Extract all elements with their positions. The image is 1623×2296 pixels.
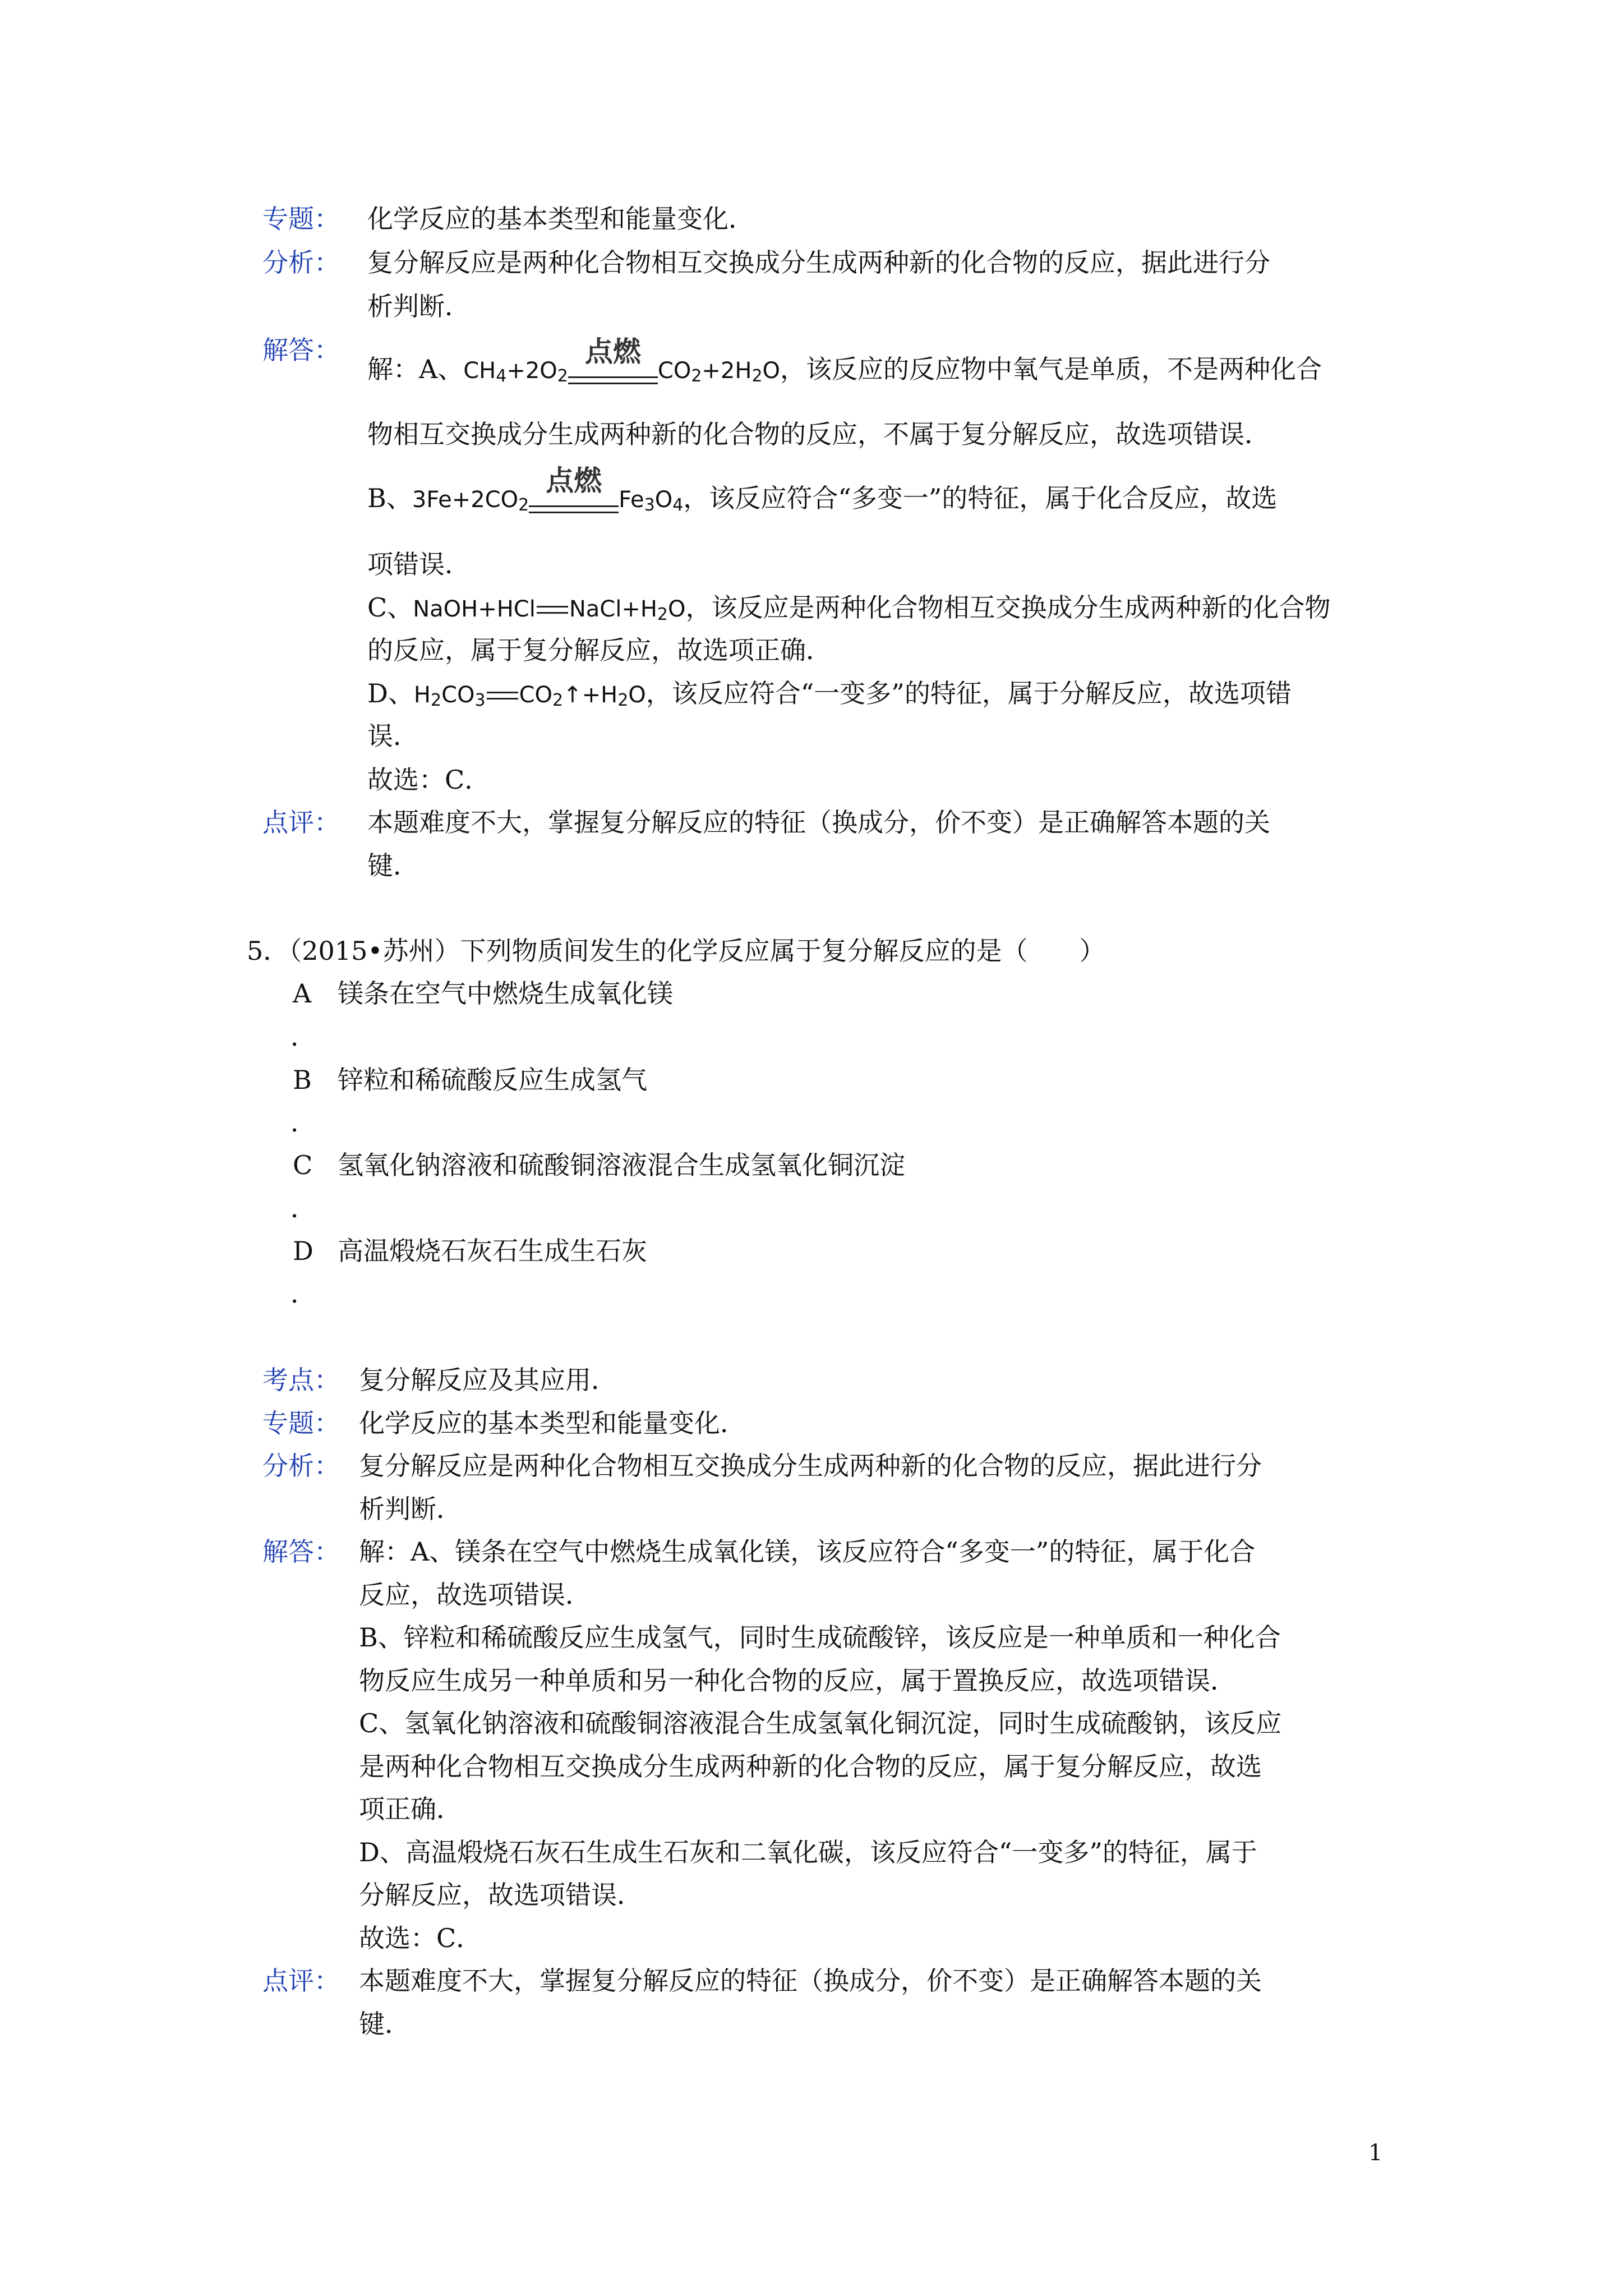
q4-answer-b-line-1: [367, 464, 1278, 527]
q4-answer-b-line-2: 项错误．: [367, 549, 471, 579]
q5-point-label: 考点：: [262, 1365, 340, 1395]
q4-analysis-line-1: 复分解反应是两种化合物相互交换成分生成两种新的化合物的反应，据此进行分: [367, 247, 1270, 278]
q5-analysis-line-2: 析判断．: [359, 1494, 462, 1524]
q4-a-condition: 点燃: [584, 335, 641, 368]
q5-answer-b-line-1: B、锌粒和稀硫酸反应生成氢气，同时生成硫酸锌，该反应是一种单质和一种化合: [359, 1622, 1281, 1653]
equals-sign-icon: [487, 692, 518, 700]
q4-b-prefix: B、: [367, 483, 412, 513]
q4-c-explanation: ，该反应是两种化合物相互交换成分生成两种新的化合物: [685, 592, 1331, 623]
q4-b-products: $Fe_3O_4$: [619, 487, 684, 515]
q5-review-line-1: 本题难度不大，掌握复分解反应的特征（换成分，价不变）是正确解答本题的关: [359, 1966, 1262, 1996]
q4-d-equation-left: $H_2CO_3$: [413, 682, 486, 710]
q4-d-equation-right: $CO_2↑+H_2O$: [519, 682, 646, 710]
q4-b-reactants: $3Fe+2CO_2$: [412, 487, 529, 515]
q4-answer-c-line-2: 的反应，属于复分解反应，故选项正确．: [367, 635, 832, 665]
q4-c-prefix: C、: [367, 592, 413, 623]
q5-answer-c-line-3: 项正确．: [359, 1794, 462, 1824]
q5-review-line-2: 键．: [359, 2009, 411, 2039]
q4-answer-a-line-1: [367, 335, 1322, 398]
page-number: 1: [1368, 2140, 1383, 2166]
q4-a-prefix: 解：A、: [367, 354, 464, 384]
q4-review-line-2: 键．: [367, 850, 419, 881]
q5-option-a-text: 镁条在空气中燃烧生成氧化镁: [338, 978, 673, 1009]
q4-d-explanation: ，该反应符合“一变多”的特征，属于分解反应，故选项错: [645, 678, 1292, 708]
q5-review-label: 点评：: [262, 1966, 340, 1996]
q5-answer-label: 解答：: [262, 1536, 340, 1567]
q5-analysis-label: 分析：: [262, 1451, 340, 1481]
q4-review-line-1: 本题难度不大，掌握复分解反应的特征（换成分，价不变）是正确解答本题的关: [367, 807, 1270, 838]
q5-option-a-dot: ．: [291, 1022, 316, 1052]
q5-option-a-letter: A: [293, 978, 312, 1009]
q4-c-equation-right: $NaCl+H_2O$: [569, 596, 686, 624]
equals-sign-icon: [568, 376, 658, 384]
q4-answer-d-line-1: [367, 672, 1292, 722]
q5-answer-a-line-2: 反应，故选项错误．: [359, 1580, 591, 1610]
q5-answer-b-line-2: 物反应生成另一种单质和另一种化合物的反应，属于置换反应，故选项错误．: [359, 1665, 1236, 1696]
q4-d-prefix: D、: [367, 678, 414, 708]
q5-topic-text: 化学反应的基本类型和能量变化．: [359, 1408, 746, 1438]
q5-answer-a-line-1: 解：A、镁条在空气中燃烧生成氧化镁，该反应符合“多变一”的特征，属于化合: [359, 1536, 1256, 1567]
q4-a-explanation: ，该反应的反应物中氧气是单质，不是两种化合: [780, 354, 1322, 384]
q5-analysis-line-1: 复分解反应是两种化合物相互交换成分生成两种新的化合物的反应，据此进行分: [359, 1451, 1262, 1481]
q4-b-explanation: ，该反应符合“多变一”的特征，属于化合反应，故选: [683, 483, 1278, 513]
q4-b-condition: 点燃: [546, 464, 602, 497]
q4-a-reaction-arrow: [568, 335, 658, 398]
q5-stem: 5．（2015•苏州）下列物质间发生的化学反应属于复分解反应的是（ ）: [247, 936, 1105, 966]
q5-choice: 故选：C．: [359, 1923, 482, 1953]
q4-a-products: $CO_2+2H_2O$: [657, 358, 781, 386]
q5-option-d-text: 高温煅烧石灰石生成生石灰: [338, 1236, 647, 1266]
q4-choice: 故选：C．: [367, 765, 491, 795]
equals-sign-icon: [529, 505, 619, 513]
q4-a-reactants: $CH_4+2O_2$: [463, 358, 568, 386]
q4-answer-label: 解答：: [262, 335, 340, 365]
q4-topic-text: 化学反应的基本类型和能量变化．: [367, 204, 754, 234]
q4-analysis-line-2: 析判断．: [367, 291, 471, 321]
q4-b-reaction-arrow: [529, 464, 619, 527]
q4-answer-d-line-2: 误．: [367, 721, 419, 751]
q4-topic-label: 专题：: [262, 204, 340, 234]
q4-analysis-label: 分析：: [262, 247, 340, 278]
q4-answer-a-line-2: 物相互交换成分生成两种新的化合物的反应，不属于复分解反应，故选项错误．: [367, 419, 1270, 449]
q4-c-equation-left: NaOH+HCl: [413, 596, 536, 622]
q5-answer-d-line-1: D、高温煅烧石灰石生成生石灰和二氧化碳，该反应符合“一变多”的特征，属于: [359, 1837, 1257, 1867]
q5-option-b-text: 锌粒和稀硫酸反应生成氢气: [338, 1065, 647, 1095]
q5-option-d-dot: ．: [291, 1278, 316, 1309]
q5-answer-c-line-1: C、氢氧化钠溶液和硫酸铜溶液混合生成氢氧化铜沉淀，同时生成硫酸钠，该反应: [359, 1708, 1282, 1738]
q5-topic-label: 专题：: [262, 1408, 340, 1438]
q5-option-c-letter: C: [293, 1150, 313, 1180]
q5-option-d-letter: D: [293, 1236, 313, 1266]
q5-answer-c-line-2: 是两种化合物相互交换成分生成两种新的化合物的反应，属于复分解反应，故选: [359, 1751, 1262, 1782]
q5-option-b-dot: ．: [291, 1107, 316, 1138]
q4-review-label: 点评：: [262, 807, 340, 838]
q5-point-text: 复分解反应及其应用．: [359, 1365, 617, 1395]
q5-option-b-letter: B: [293, 1065, 312, 1095]
q5-option-c-dot: ．: [291, 1193, 316, 1223]
q5-option-c-text: 氢氧化钠溶液和硫酸铜溶液混合生成氢氧化铜沉淀: [338, 1150, 905, 1180]
equals-sign-icon: [537, 606, 568, 614]
q5-answer-d-line-2: 分解反应，故选项错误．: [359, 1880, 643, 1910]
